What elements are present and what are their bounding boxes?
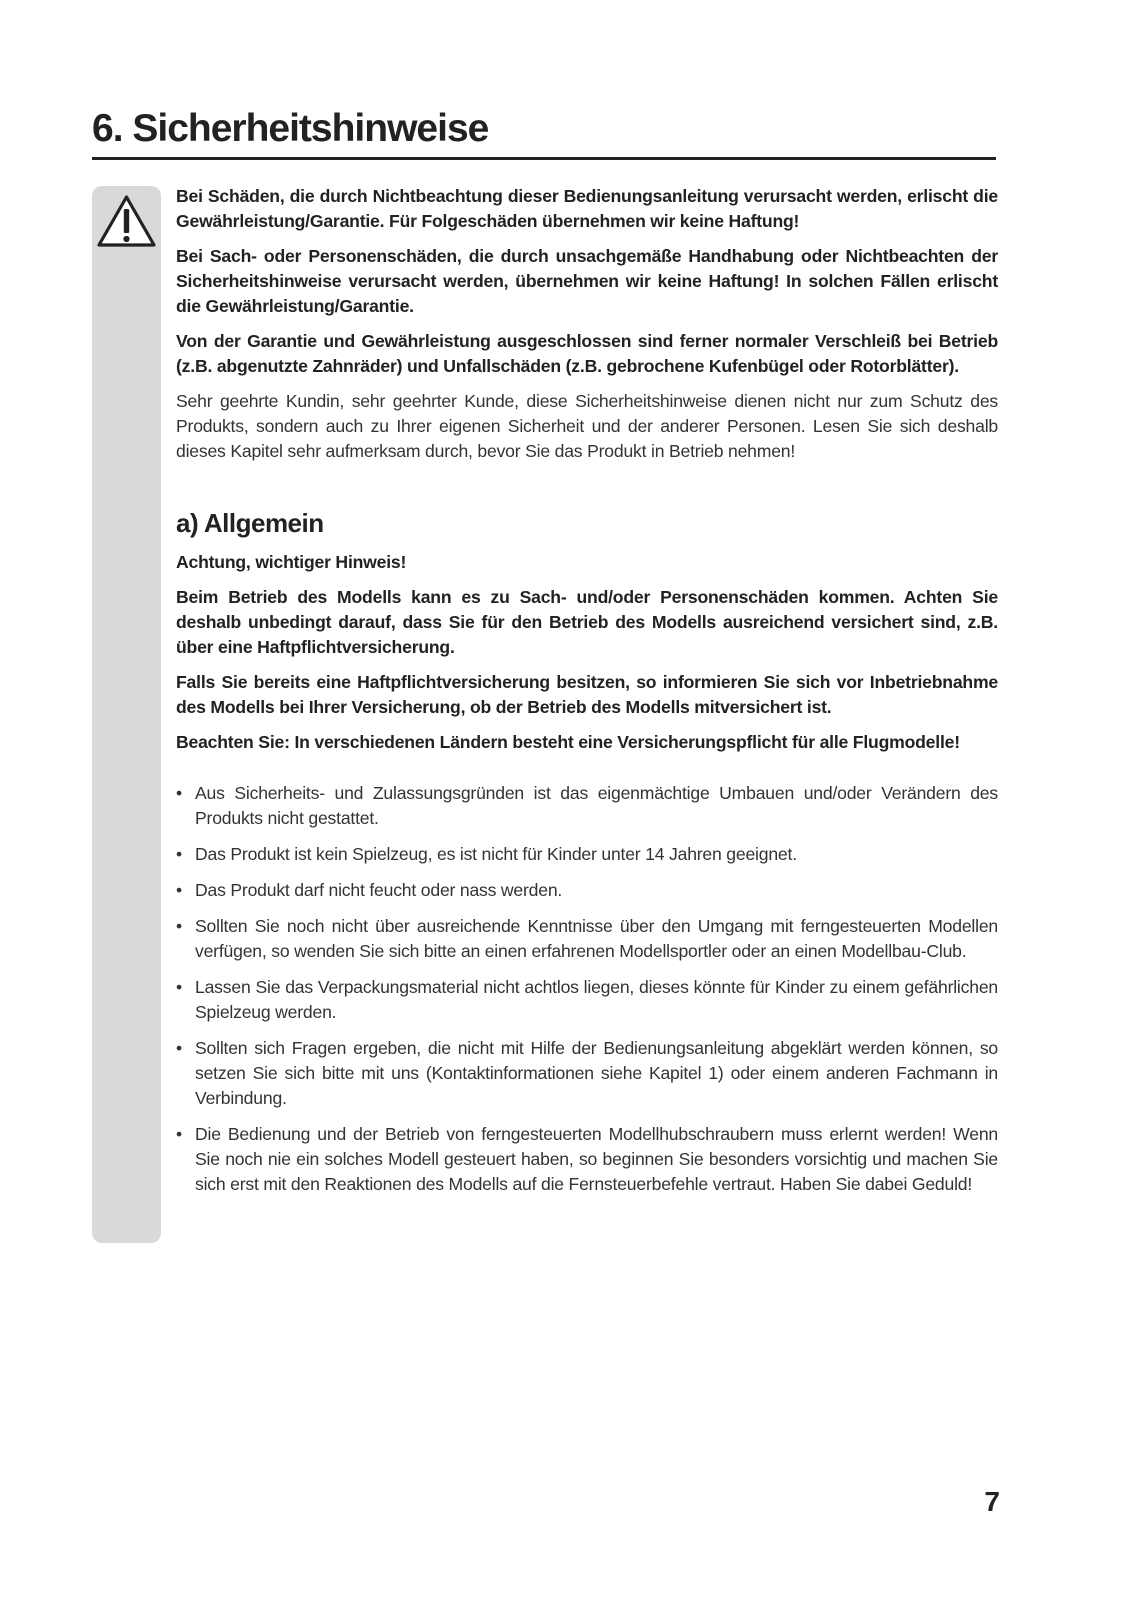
list-item-text: Das Produkt darf nicht feucht oder nass werden.	[195, 880, 563, 900]
bullet-icon: •	[176, 783, 182, 803]
list-item-text: Sollten Sie noch nicht über ausreichende Kenntnisse über den Umgang mit ferngesteuerten Modellen verfügen, so wenden Sie sich bitte an einen erfahrenen Modellsportler oder an einen Modellbau-Club.	[195, 916, 998, 961]
list-item	[176, 1122, 998, 1197]
section-note-2: Beim Betrieb des Modells kann es zu Sach- und/oder Personenschäden kommen. Achten Sie deshalb unbedingt darauf, dass Sie für den Betrieb des Modells ausreichend versichert sind, z.B. über eine Haftpflichtversicherung.	[176, 587, 998, 657]
bullet-icon: •	[176, 977, 182, 997]
bullet-icon: •	[176, 880, 182, 900]
list-item	[176, 914, 998, 964]
list-item-text: Aus Sicherheits- und Zulassungsgründen ist das eigenmächtige Umbauen und/oder Verändern des Produkts nicht gestattet.	[195, 783, 998, 828]
list-item	[176, 781, 998, 831]
section-note-1: Achtung, wichtiger Hinweis!	[176, 552, 407, 572]
bullet-icon: •	[176, 1124, 182, 1144]
section-title: a) Allgemein	[176, 508, 324, 538]
section-note-4: Beachten Sie: In verschiedenen Ländern besteht eine Versicherungspflicht für alle Flugmodelle!	[176, 732, 960, 752]
content	[176, 184, 998, 1208]
list-item	[176, 842, 998, 867]
list-item-text: Lassen Sie das Verpackungsmaterial nicht achtlos liegen, dieses könnte für Kinder zu einem gefährlichen Spielzeug werden.	[195, 977, 998, 1022]
warning-triangle-icon	[96, 194, 157, 248]
title-rule	[92, 157, 996, 160]
bullet-icon: •	[176, 844, 182, 864]
bullet-list	[176, 781, 998, 1197]
warning-sidebar	[92, 186, 161, 1243]
list-item-text: Die Bedienung und der Betrieb von ferngesteuerten Modellhubschraubern muss erlernt werden! Wenn Sie noch nie ein solches Modell gesteuert haben, so beginnen Sie besonders vorsichtig und machen Sie sich erst mit den Reaktionen des Modells auf die Fernsteuerbefehle vertraut. Haben Sie dabei Geduld!	[195, 1124, 998, 1194]
list-item-text: Sollten sich Fragen ergeben, die nicht mit Hilfe der Bedienungsanleitung abgeklärt werden können, so setzen Sie sich bitte mit uns (Kontaktinformationen siehe Kapitel 1) oder einem anderen Fachmann in Verbindung.	[195, 1038, 998, 1108]
intro-paragraph-4: Sehr geehrte Kundin, sehr geehrter Kunde, diese Sicherheitshinweise dienen nicht nur zum Schutz des Produkts, sondern auch zu Ihrer eigenen Sicherheit und der anderer Personen. Lesen Sie sich deshalb dieses Kapitel sehr aufmerksam durch, bevor Sie das Produkt in Betrieb nehmen!	[176, 391, 998, 461]
page-number: 7	[984, 1486, 1000, 1517]
list-item	[176, 878, 998, 903]
bullet-icon: •	[176, 916, 182, 936]
intro-paragraph-2: Bei Sach- oder Personenschäden, die durch unsachgemäße Handhabung oder Nichtbeachten der Sicherheitshinweise verursacht werden, übernehmen wir keine Haftung! In solchen Fällen erlischt die Gewährleistung/Garantie.	[176, 246, 998, 316]
list-item	[176, 1036, 998, 1111]
section-note-3: Falls Sie bereits eine Haftpflichtversicherung besitzen, so informieren Sie sich vor Inbetriebnahme des Modells bei Ihrer Versicherung, ob der Betrieb des Modells mitversichert ist.	[176, 672, 998, 717]
bullet-icon: •	[176, 1038, 182, 1058]
intro-paragraph-1: Bei Schäden, die durch Nichtbeachtung dieser Bedienungsanleitung verursacht werden, erlischt die Gewährleistung/Garantie. Für Folgeschäden übernehmen wir keine Haftung!	[176, 186, 998, 231]
intro-paragraph-3: Von der Garantie und Gewährleistung ausgeschlossen sind ferner normaler Verschleiß bei Betrieb (z.B. abgenutzte Zahnräder) und Unfallschäden (z.B. gebrochene Kufenbügel oder Rotorblätter).	[176, 331, 998, 376]
list-item-text: Das Produkt ist kein Spielzeug, es ist nicht für Kinder unter 14 Jahren geeignet.	[195, 844, 797, 864]
list-item	[176, 975, 998, 1025]
page-title: 6. Sicherheitshinweise	[92, 107, 489, 150]
